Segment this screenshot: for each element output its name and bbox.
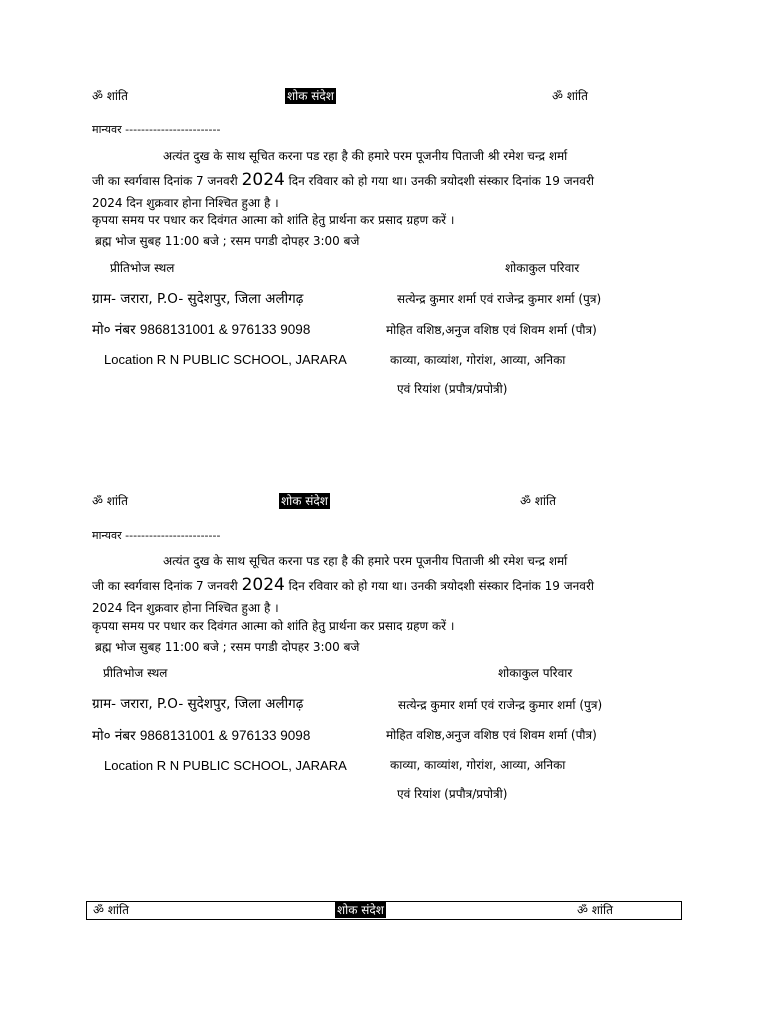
om-shanti-right: ॐ शांति <box>520 494 556 508</box>
notice-title: शोक संदेश <box>281 494 328 508</box>
location: Location R N PUBLIC SCHOOL, JARARA <box>104 352 347 367</box>
salutation: मान्यवर ------------------------ <box>92 529 221 542</box>
para-line-1: अत्यंत दुख के साथ सूचित करना पड रहा है की हमारे परम पूजनीय पिताजी श्री रमेश चन्द्र शर्मा <box>163 554 568 568</box>
grandsons-line: मोहित वशिष्ठ,अनुज वशिष्ठ एवं शिवम शर्मा (पौत्र) <box>386 728 597 742</box>
notice-title: शोक संदेश <box>337 903 384 917</box>
sons-line: सत्येन्द्र कुमार शर्मा एवं राजेन्द्र कुमार शर्मा (पुत्र) <box>398 698 603 712</box>
family-heading: शोकाकुल परिवार <box>498 666 573 680</box>
great-grandchildren-line-1: काव्या, काव्यांश, गोरांश, आव्या, अनिका <box>390 353 566 367</box>
phone: मो० नंबर 9868131001 & 976133 9098 <box>92 322 311 338</box>
salutation: मान्यवर ------------------------ <box>92 123 221 136</box>
address: ग्राम- जरारा, P.O- सुदेशपुर, जिला अलीगढ़ <box>92 696 304 712</box>
para-line-3: 2024 दिन शुक्रवार होना निश्चित हुआ है । <box>92 196 279 210</box>
para-line-1: अत्यंत दुख के साथ सूचित करना पड रहा है की हमारे परम पूजनीय पिताजी श्री रमेश चन्द्र शर्मा <box>163 149 568 163</box>
timings: ब्रह्म भोज सुबह 11:00 बजे ; रसम पगडी दोपहर 3:00 बजे <box>95 640 360 654</box>
para-line-2: जी का स्वर्गवास दिनांक 7 जनवरी 2024 दिन रविवार को हो गया था। उनकी त्रयोदशी संस्कार दिनांक 19 जनवरी <box>92 575 594 595</box>
notice-title: शोक संदेश <box>287 89 334 103</box>
timings: ब्रह्म भोज सुबह 11:00 बजे ; रसम पगडी दोपहर 3:00 बजे <box>95 234 360 248</box>
om-shanti-right: ॐ शांति <box>552 89 588 103</box>
grandsons-line: मोहित वशिष्ठ,अनुज वशिष्ठ एवं शिवम शर्मा (पौत्र) <box>386 323 597 337</box>
para-line-4: कृपया समय पर पधार कर दिवंगत आत्मा को शांति हेतु प्रार्थना कर प्रसाद ग्रहण करें । <box>92 619 455 633</box>
om-shanti-left: ॐ शांति <box>92 494 128 508</box>
great-grandchildren-line-2: एवं रियांश (प्रपौत्र/प्रपोत्री) <box>397 382 508 396</box>
para-line-3: 2024 दिन शुक्रवार होना निश्चित हुआ है । <box>92 601 279 615</box>
para-line-4: कृपया समय पर पधार कर दिवंगत आत्मा को शांति हेतु प्रार्थना कर प्रसाद ग्रहण करें । <box>92 213 455 227</box>
om-shanti-left: ॐ शांति <box>92 89 128 103</box>
great-grandchildren-line-1: काव्या, काव्यांश, गोरांश, आव्या, अनिका <box>390 758 566 772</box>
sons-line: सत्येन्द्र कुमार शर्मा एवं राजेन्द्र कुमार शर्मा (पुत्र) <box>397 292 602 306</box>
location: Location R N PUBLIC SCHOOL, JARARA <box>104 758 347 773</box>
venue-heading: प्रीतिभोज स्थल <box>103 666 168 680</box>
phone: मो० नंबर 9868131001 & 976133 9098 <box>92 728 311 744</box>
address: ग्राम- जरारा, P.O- सुदेशपुर, जिला अलीगढ़ <box>92 291 304 307</box>
om-shanti-left: ॐ शांति <box>93 903 129 917</box>
footer-box <box>86 901 682 920</box>
great-grandchildren-line-2: एवं रियांश (प्रपौत्र/प्रपोत्री) <box>397 787 508 801</box>
para-line-2: जी का स्वर्गवास दिनांक 7 जनवरी 2024 दिन रविवार को हो गया था। उनकी त्रयोदशी संस्कार दिनांक 19 जनवरी <box>92 170 594 190</box>
family-heading: शोकाकुल परिवार <box>505 261 580 275</box>
om-shanti-right: ॐ शांति <box>577 903 613 917</box>
venue-heading: प्रीतिभोज स्थल <box>110 261 175 275</box>
